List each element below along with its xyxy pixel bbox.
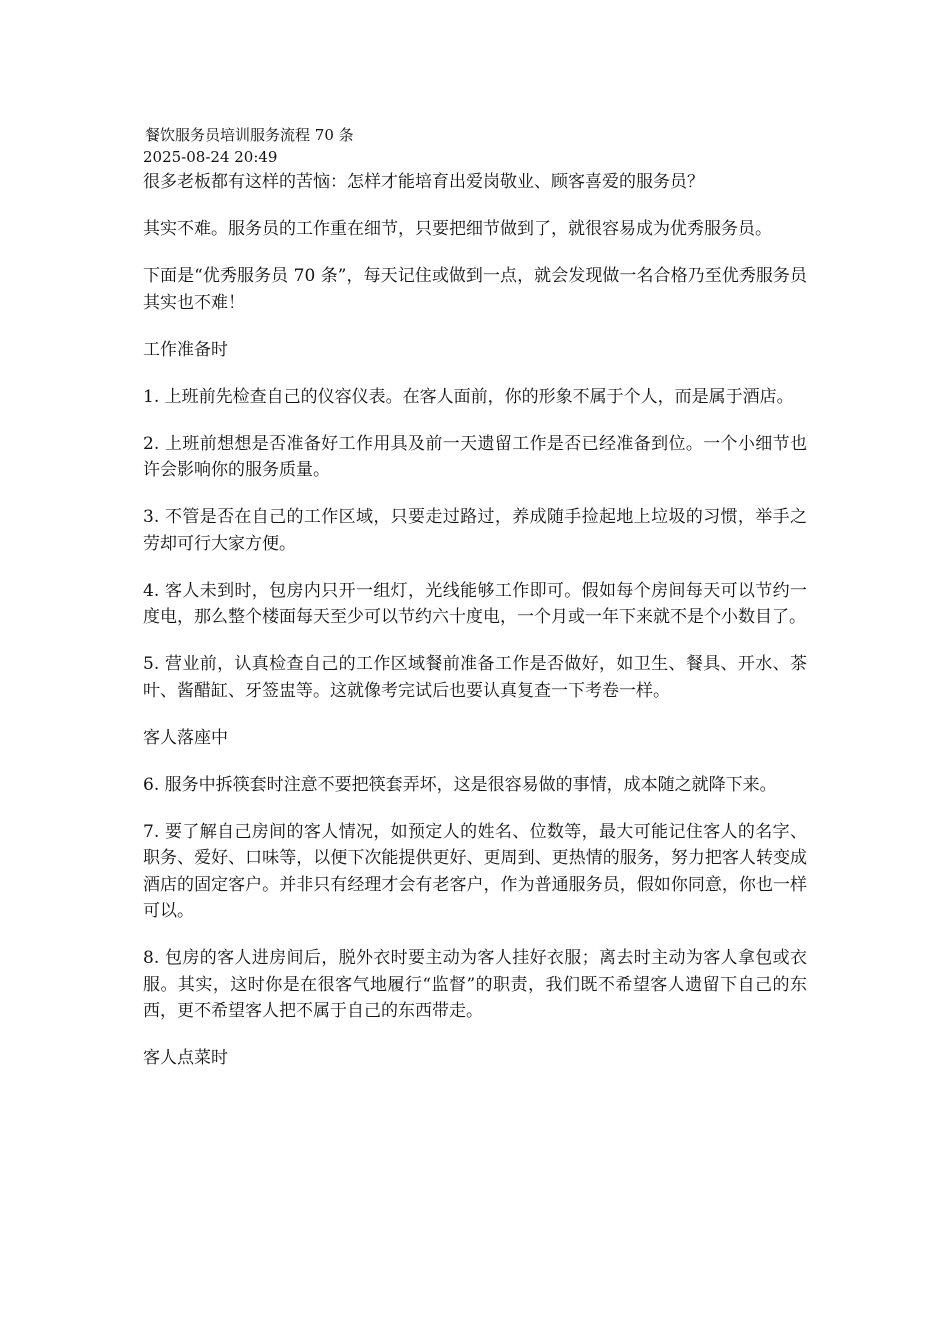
- section-heading-preparation: 工作准备时: [143, 339, 228, 360]
- list-item: 5. 营业前，认真检查自己的工作区域餐前准备工作是否做好，如卫生、餐具、开水、茶叶、酱醋缸、牙签盅等。这就像考完试后也要认真复查一下考卷一样。: [143, 654, 807, 701]
- list-item: 6. 服务中拆筷套时注意不要把筷套弄坏，这是很容易做的事情，成本随之就降下来。: [143, 774, 777, 795]
- intro-paragraph-1: 很多老板都有这样的苦恼：怎样才能培育出爱岗敬业、顾客喜爱的服务员？: [143, 172, 704, 192]
- list-item: 2. 上班前想想是否准备好工作用具及前一天遗留工作是否已经准备到位。一个小细节也许会影响你的服务质量。: [143, 433, 807, 480]
- section-heading-seating: 客人落座中: [143, 727, 228, 748]
- section-heading-ordering: 客人点菜时: [143, 1048, 228, 1068]
- document-title: 餐饮服务员培训服务流程 70 条: [145, 126, 354, 144]
- document-date: 2025-08-24 20:49: [143, 148, 278, 166]
- intro-paragraph-3: 下面是“优秀服务员 70 条”，每天记住或做到一点，就会发现做一名合格乃至优秀服务员其实也不难！: [143, 266, 807, 313]
- list-item: 1. 上班前先检查自己的仪容仪表。在客人面前，你的形象不属于个人，而是属于酒店。: [143, 386, 794, 407]
- list-item: 8. 包房的客人进房间后，脱外衣时要主动为客人挂好衣服；离去时主动为客人拿包或衣服。其实，这时你是在很客气地履行“监督”的职责，我们既不希望客人遗留下自己的东西，更不希望客人把不属于自己的东西带走。: [143, 948, 807, 1021]
- list-item: 4. 客人未到时，包房内只开一组灯，光线能够工作即可。假如每个房间每天可以节约一度电，那么整个楼面每天至少可以节约六十度电，一个月或一年下来就不是个小数目了。: [143, 580, 807, 627]
- intro-paragraph-2: 其实不难。服务员的工作重在细节，只要把细节做到了，就很容易成为优秀服务员。: [143, 219, 772, 239]
- document-page: [143, 124, 807, 1092]
- list-item: 3. 不管是否在自己的工作区域，只要走过路过，养成随手捡起地上垃圾的习惯，举手之劳却可行大家方便。: [143, 507, 807, 554]
- list-item: 7. 要了解自己房间的客人情况，如预定人的姓名、位数等，最大可能记住客人的名字、职务、爱好、口味等，以便下次能提供更好、更周到、更热情的服务，努力把客人转变成酒店的固定客户。并非只有经理才会有老客户，作为普通服务员，假如你同意，你也一样可以。: [143, 821, 807, 921]
